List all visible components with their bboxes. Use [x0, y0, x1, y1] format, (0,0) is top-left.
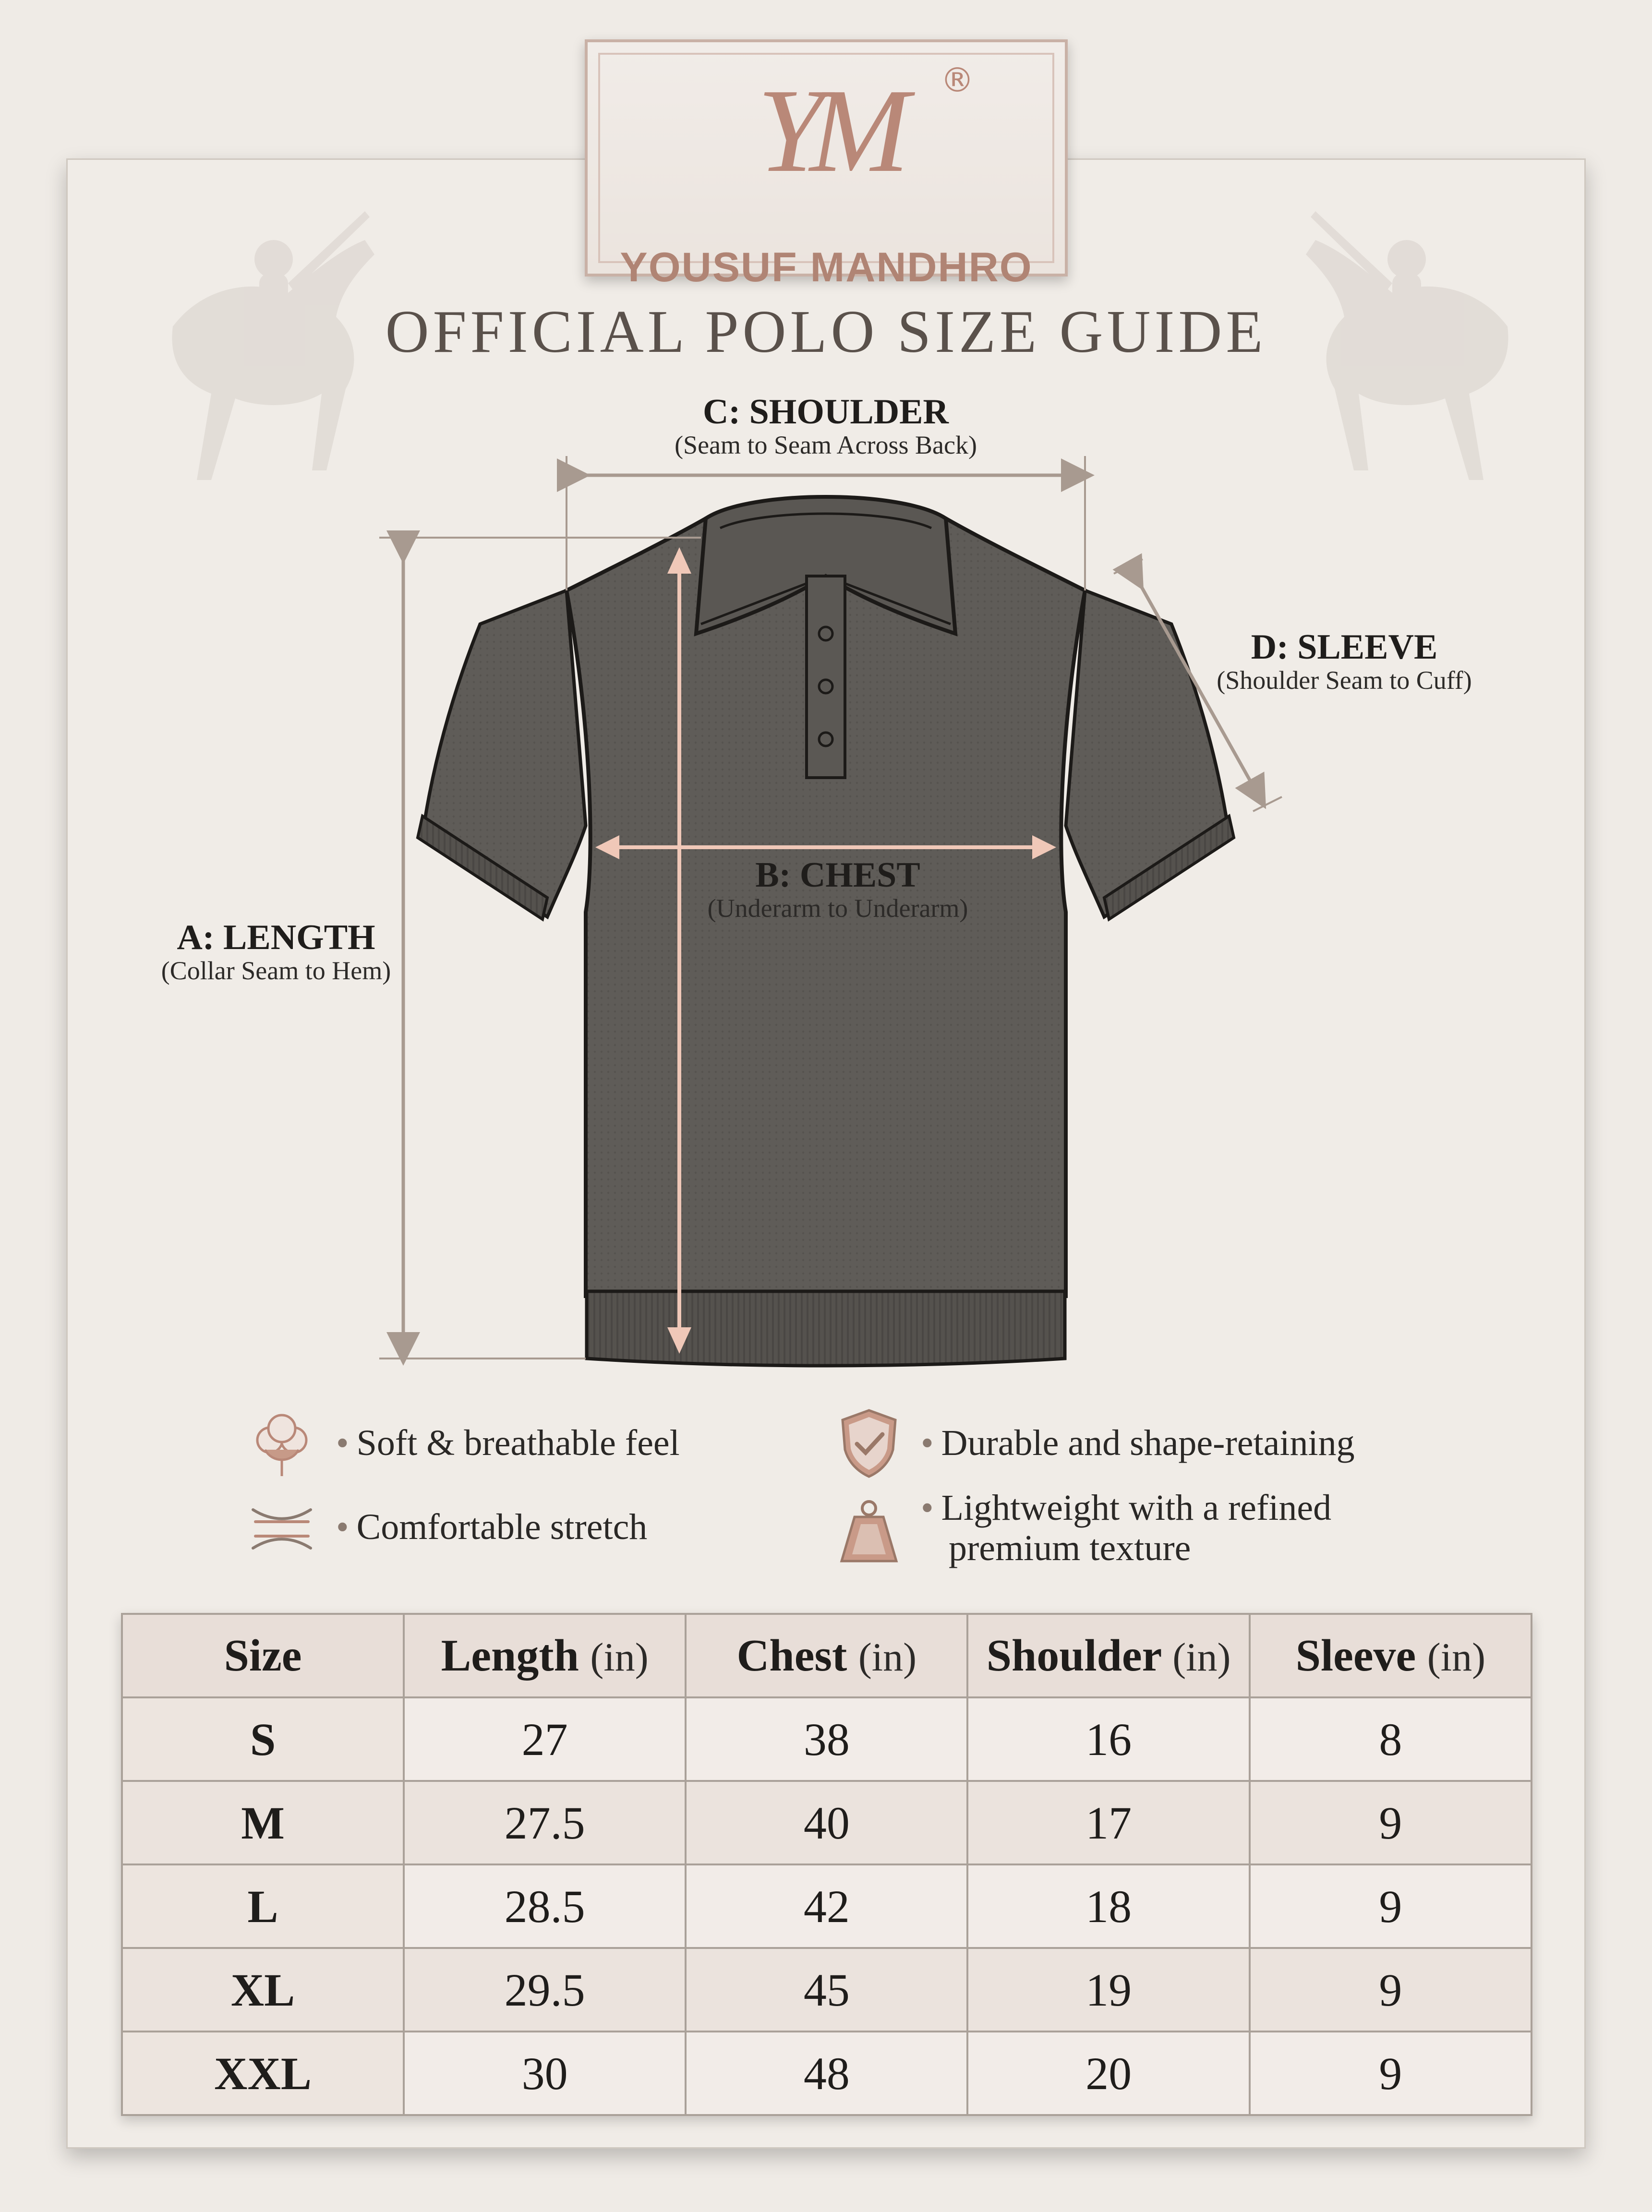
shoulder-label	[634, 394, 1018, 459]
size-cell: L	[122, 1864, 404, 1948]
weight-icon	[838, 1498, 900, 1565]
feature-lightweight-text: Lightweight with a refined	[941, 1488, 1332, 1528]
table-row	[122, 1948, 1531, 2032]
chest-cell: 40	[686, 1781, 967, 1864]
shield-check-icon	[835, 1407, 903, 1479]
length-cell: 29.5	[404, 1948, 686, 2032]
cotton-flower-icon	[246, 1411, 318, 1479]
table-row	[122, 1781, 1531, 1864]
bullet: •	[921, 1488, 934, 1528]
table-row	[122, 1697, 1531, 1781]
chest-cell: 42	[686, 1864, 967, 1948]
shoulder-cell: 20	[967, 2032, 1249, 2115]
brand-name: YOUSUF MANDHRO	[620, 244, 1033, 290]
length-label	[139, 919, 413, 985]
header-shoulder: Shoulder (in)	[967, 1614, 1249, 1697]
logo-monogram: YM	[757, 64, 895, 197]
length-cell: 27	[404, 1697, 686, 1781]
feature-stretch-text: Comfortable stretch	[356, 1507, 648, 1547]
sleeve-cell: 9	[1250, 2032, 1531, 2115]
length-cell: 30	[404, 2032, 686, 2115]
table-row	[122, 1864, 1531, 1948]
shoulder-cell: 19	[967, 1948, 1249, 2032]
feature-soft-text: Soft & breathable feel	[356, 1423, 680, 1463]
shoulder-cell: 16	[967, 1697, 1249, 1781]
shoulder-cell: 18	[967, 1864, 1249, 1948]
sleeve-cell: 9	[1250, 1948, 1531, 2032]
table-header-row	[122, 1614, 1531, 1697]
chest-title: B: CHEST	[755, 855, 920, 895]
registered-mark: ®	[941, 60, 974, 100]
shoulder-desc: (Seam to Seam Across Back)	[675, 430, 977, 459]
feature-stretch	[336, 1507, 647, 1548]
header-sleeve: Sleeve (in)	[1250, 1614, 1531, 1697]
shoulder-title: C: SHOULDER	[703, 392, 949, 432]
feature-soft	[336, 1423, 680, 1464]
sleeve-cell: 9	[1250, 1781, 1531, 1864]
sleeve-label	[1191, 629, 1498, 695]
feature-durable	[921, 1423, 1355, 1464]
chest-desc: (Underarm to Underarm)	[707, 893, 968, 923]
page-title: OFFICIAL POLO SIZE GUIDE	[385, 299, 1267, 365]
size-table	[121, 1613, 1532, 2116]
sleeve-desc: (Shoulder Seam to Cuff)	[1217, 665, 1472, 695]
length-desc: (Collar Seam to Hem)	[161, 956, 391, 985]
bullet: •	[921, 1423, 934, 1463]
header-chest: Chest (in)	[686, 1614, 967, 1697]
table-row	[122, 2032, 1531, 2115]
chest-cell: 38	[686, 1697, 967, 1781]
header-length: Length (in)	[404, 1614, 686, 1697]
length-title: A: LENGTH	[177, 918, 375, 957]
shoulder-cell: 17	[967, 1781, 1249, 1864]
shirt-body	[418, 497, 1234, 1366]
header-size: Size	[122, 1614, 404, 1697]
length-cell: 28.5	[404, 1864, 686, 1948]
sleeve-cell: 8	[1250, 1697, 1531, 1781]
sleeve-title: D: SLEEVE	[1251, 627, 1438, 667]
size-cell: XL	[122, 1948, 404, 2032]
chest-cell: 48	[686, 2032, 967, 2115]
size-cell: S	[122, 1697, 404, 1781]
bullet: •	[336, 1423, 349, 1463]
sleeve-cell: 9	[1250, 1864, 1531, 1948]
feature-lightweight-text-2: premium texture	[949, 1527, 1191, 1568]
feature-lightweight	[921, 1488, 1331, 1568]
chest-cell: 45	[686, 1948, 967, 2032]
bullet: •	[336, 1507, 349, 1547]
stretch-icon	[246, 1498, 318, 1560]
size-cell: XXL	[122, 2032, 404, 2115]
feature-durable-text: Durable and shape-retaining	[941, 1423, 1355, 1463]
chest-label	[682, 857, 994, 923]
size-cell: M	[122, 1781, 404, 1864]
length-cell: 27.5	[404, 1781, 686, 1864]
